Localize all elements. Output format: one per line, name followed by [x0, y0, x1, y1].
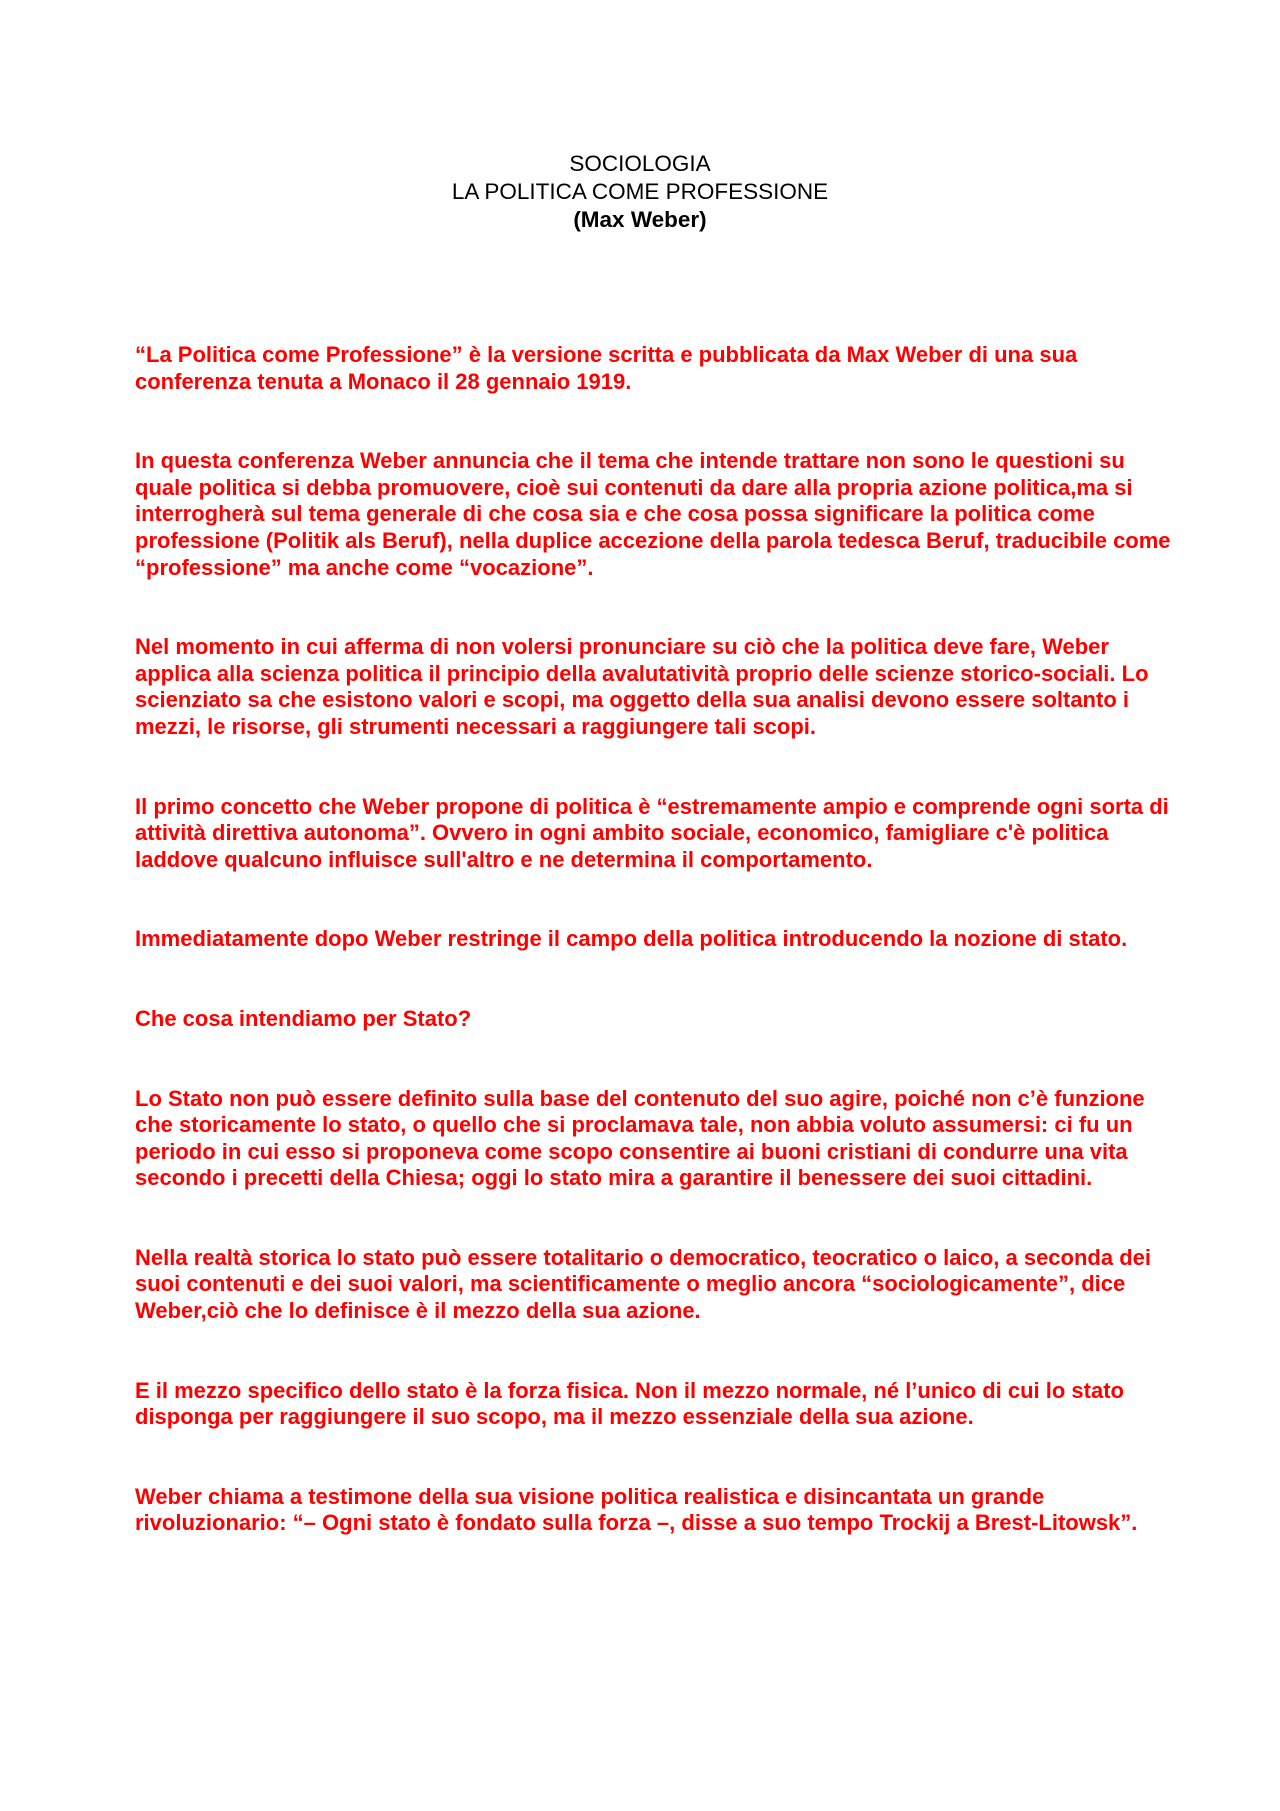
paragraph-1: “La Politica come Professione” è la versione scritta e pubblicata da Max Weber di una sua conferenza tenuta a Monaco il 28 gennaio 1919. [135, 342, 1078, 394]
paragraph-10: Weber chiama a testimone della sua visione politica realistica e disincantata un grande rivoluzionario: “– Ogni stato è fondato sulla forza –, disse a suo tempo Trockij a Brest-Litowsk”. [135, 1483, 1138, 1536]
paragraph-2: In questa conferenza Weber annuncia che il tema che intende trattare non sono le questioni su quale politica si debba promuovere, cioè sui contenuti da dare alla propria azione politica,ma si interrogherà sul tema generale di che cosa sia e che cosa possa significare la politica come professione (Politik als Beruf), nella duplice accezione della parola tedesca Beruf, traducibile come “professione” ma anche come “vocazione”. [135, 448, 1171, 580]
paragraph-9: E il mezzo specifico dello stato è la forza fisica. Non il mezzo normale, né l’unico di cui lo stato disponga per raggiungere il suo scopo, ma il mezzo essenziale della sua azione. [135, 1377, 1124, 1430]
paragraph-3: Nel momento in cui afferma di non volersi pronunciare su ciò che la politica deve fare, Weber applica alla scienza politica il principio della avalutatività proprio delle scienze storico-sociali. Lo scienziato sa che esistono valori e scopi, ma oggetto della sua analisi devono essere soltanto i mezzi, le risorse, gli strumenti necessari a raggiungere tali scopi. [135, 634, 1149, 739]
paragraph-8: Nella realtà storica lo stato può essere totalitario o democratico, teocratico o laico, a seconda dei suoi contenuti e dei suoi valori, ma scientificamente o meglio ancora “sociologicamente”, dice Weber,ciò che lo definisce è il mezzo della sua azione. [135, 1244, 1151, 1324]
paragraph-4: Il primo concetto che Weber propone di politica è “estremamente ampio e comprende ogni sorta di attività direttiva autonoma”. Ovvero in ogni ambito sociale, economico, famigliare c'è politica laddove qualcuno influisce sull'altro e ne determina il comportamento. [135, 793, 1169, 872]
subject-heading: SOCIOLOGIA [569, 151, 711, 176]
paragraph-7: Lo Stato non può essere definito sulla base del contenuto del suo agire, poiché non c’è funzione che storicamente lo stato, o quello che si proclamava tale, non abbia voluto assumersi: ci fu un periodo in cui esso si proponeva come scopo consentire ai buoni cristiani di condurre una vita secondo i precetti della Chiesa; oggi lo stato mira a garantire il benessere dei suoi cittadini. [135, 1085, 1145, 1191]
document-title: LA POLITICA COME PROFESSIONE [451, 179, 829, 204]
paragraph-6: Che cosa intendiamo per Stato? [135, 1005, 472, 1031]
body-text [135, 342, 1175, 1590]
author-line: (Max Weber) [573, 207, 707, 232]
title-block [0, 150, 1280, 234]
paragraph-5: Immediatamente dopo Weber restringe il campo della politica introducendo la nozione di stato. [135, 926, 1128, 952]
